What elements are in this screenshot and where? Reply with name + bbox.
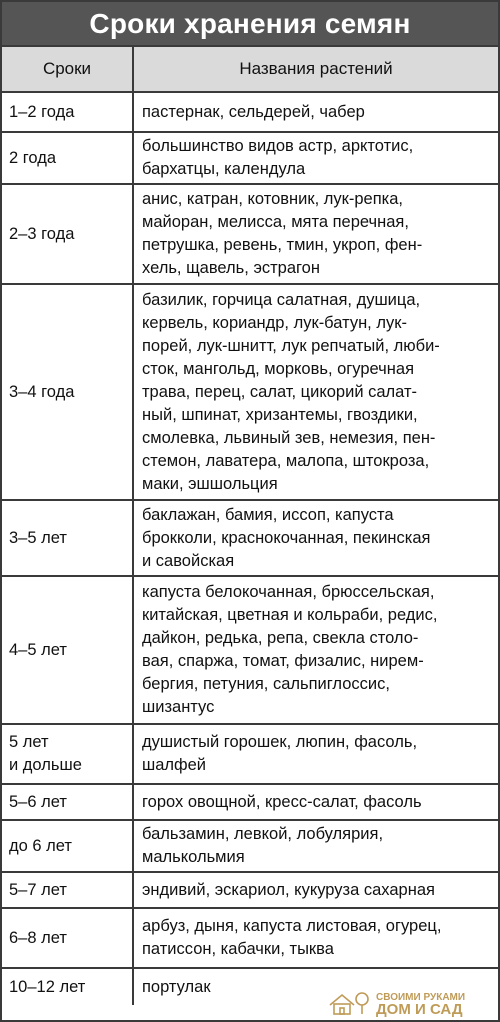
storage-term: 6–8 лет — [9, 928, 67, 947]
table-row — [2, 132, 498, 184]
watermark-line1: СВОИМИ РУКАМИ — [376, 992, 466, 1003]
plant-names-cell — [133, 724, 498, 784]
table-row — [2, 724, 498, 784]
plant-names-line: ный, шпинат, хризантемы, гвоздики, — [142, 405, 418, 424]
plant-names-cell — [133, 784, 498, 820]
table-row — [2, 92, 498, 132]
plant-names-line: шалфей — [142, 756, 207, 774]
plant-names-line: арбуз, дыня, капуста листовая, огурец, — [142, 917, 442, 935]
plant-names-line: сток, мангольд, морковь, огуречная — [142, 359, 415, 378]
table-row — [2, 184, 498, 284]
plant-names-line: вая, спаржа, томат, физалис, нирем- — [142, 652, 424, 670]
table-row — [2, 784, 498, 820]
storage-term: до 6 лет — [9, 836, 72, 855]
plant-names-cell — [133, 908, 498, 968]
storage-term: 3–4 года — [9, 382, 75, 401]
table-row — [2, 820, 498, 872]
plant-names-line: майоран, мелисса, мята перечная, — [142, 213, 409, 231]
storage-term: 3–5 лет — [9, 528, 67, 547]
storage-term-cell — [2, 820, 133, 872]
plant-names-line: брокколи, краснокочанная, пекинская — [142, 528, 431, 547]
plant-names-line: патиссон, кабачки, тыква — [142, 940, 334, 958]
plant-names-cell — [133, 92, 498, 132]
table-row — [2, 284, 498, 500]
plant-names-line: кервель, кориандр, лук-батун, лук- — [142, 313, 407, 332]
plant-names-line: бальзамин, левкой, лобулярия, — [142, 825, 384, 843]
storage-term-cell — [2, 576, 133, 724]
storage-term-cell — [2, 908, 133, 968]
plant-names-line: дайкон, редька, репа, свекла столо- — [142, 629, 419, 647]
storage-term-cell — [2, 968, 133, 1005]
plant-names-line: пастернак, сельдерей, чабер — [142, 102, 365, 121]
header-plants: Названия растений — [133, 47, 498, 92]
plant-names-line: эндивий, эскариол, кукуруза сахарная — [142, 880, 435, 899]
plant-names-line: малькольмия — [142, 848, 245, 866]
storage-term-cell — [2, 500, 133, 576]
table-row — [2, 872, 498, 908]
table-row — [2, 576, 498, 724]
storage-term-cell — [2, 184, 133, 284]
storage-term-cell — [2, 872, 133, 908]
storage-term-cell — [2, 132, 133, 184]
plant-names-line: порей, лук-шнитт, лук репчатый, люби- — [142, 336, 440, 355]
storage-term: 5 лет — [9, 733, 49, 751]
plant-names-cell — [133, 872, 498, 908]
storage-term: 2–3 года — [9, 224, 75, 243]
site-watermark — [324, 987, 494, 1017]
plant-names-line: шизантус — [142, 698, 215, 716]
plant-names-cell — [133, 132, 498, 184]
storage-term-cell — [2, 92, 133, 132]
plant-names-line: бархатцы, календула — [142, 160, 306, 178]
storage-term: 2 года — [9, 148, 57, 167]
table-row — [2, 500, 498, 576]
plant-names-line: китайская, цветная и кольраби, редис, — [142, 606, 438, 624]
plant-names-line: баклажан, бамия, иссоп, капуста — [142, 505, 394, 524]
storage-term: и дольше — [9, 756, 82, 774]
watermark-line2: ДОМ И САД — [376, 1001, 463, 1017]
plant-names-cell — [133, 184, 498, 284]
plant-names-line: хель, щавель, эстрагон — [142, 259, 320, 277]
storage-table — [2, 47, 498, 1005]
storage-term: 10–12 лет — [9, 977, 86, 996]
plant-names-cell — [133, 576, 498, 724]
plant-names-line: бергия, петуния, сальпиглоссис, — [142, 675, 390, 693]
plant-names-line: портулак — [142, 977, 211, 996]
storage-term: 1–2 года — [9, 102, 75, 121]
table-header-row — [2, 47, 498, 92]
storage-term-cell — [2, 284, 133, 500]
house-tree-icon — [324, 987, 494, 1017]
storage-term-cell — [2, 724, 133, 784]
plant-names-line: стемон, лаватера, малопа, штокроза, — [142, 451, 430, 470]
plant-names-line: анис, катран, котовник, лук-репка, — [142, 190, 403, 208]
plant-names-line: и савойская — [142, 551, 235, 570]
plant-names-line: большинство видов астр, арктотис, — [142, 137, 414, 155]
plant-names-line: смолевка, львиный зев, немезия, пен- — [142, 428, 436, 447]
plant-names-cell — [133, 284, 498, 500]
plant-names-line: душистый горошек, люпин, фасоль, — [142, 733, 418, 751]
page-title: Сроки хранения семян — [2, 2, 498, 47]
table-row — [2, 908, 498, 968]
plant-names-line: горох овощной, кресс-салат, фасоль — [142, 792, 422, 811]
plant-names-line: маки, эшшольция — [142, 474, 278, 493]
table-body — [2, 92, 498, 1005]
header-term: Сроки — [2, 47, 133, 92]
storage-term: 4–5 лет — [9, 640, 67, 659]
storage-term: 5–7 лет — [9, 880, 67, 899]
plant-names-line: базилик, горчица салатная, душица, — [142, 290, 421, 309]
plant-names-cell — [133, 820, 498, 872]
plant-names-cell — [133, 500, 498, 576]
plant-names-line: петрушка, ревень, тмин, укроп, фен- — [142, 236, 423, 254]
plant-names-line: трава, перец, салат, цикорий салат- — [142, 382, 418, 401]
storage-term: 5–6 лет — [9, 792, 67, 811]
plant-names-line: капуста белокочанная, брюссельская, — [142, 583, 435, 601]
storage-term-cell — [2, 784, 133, 820]
